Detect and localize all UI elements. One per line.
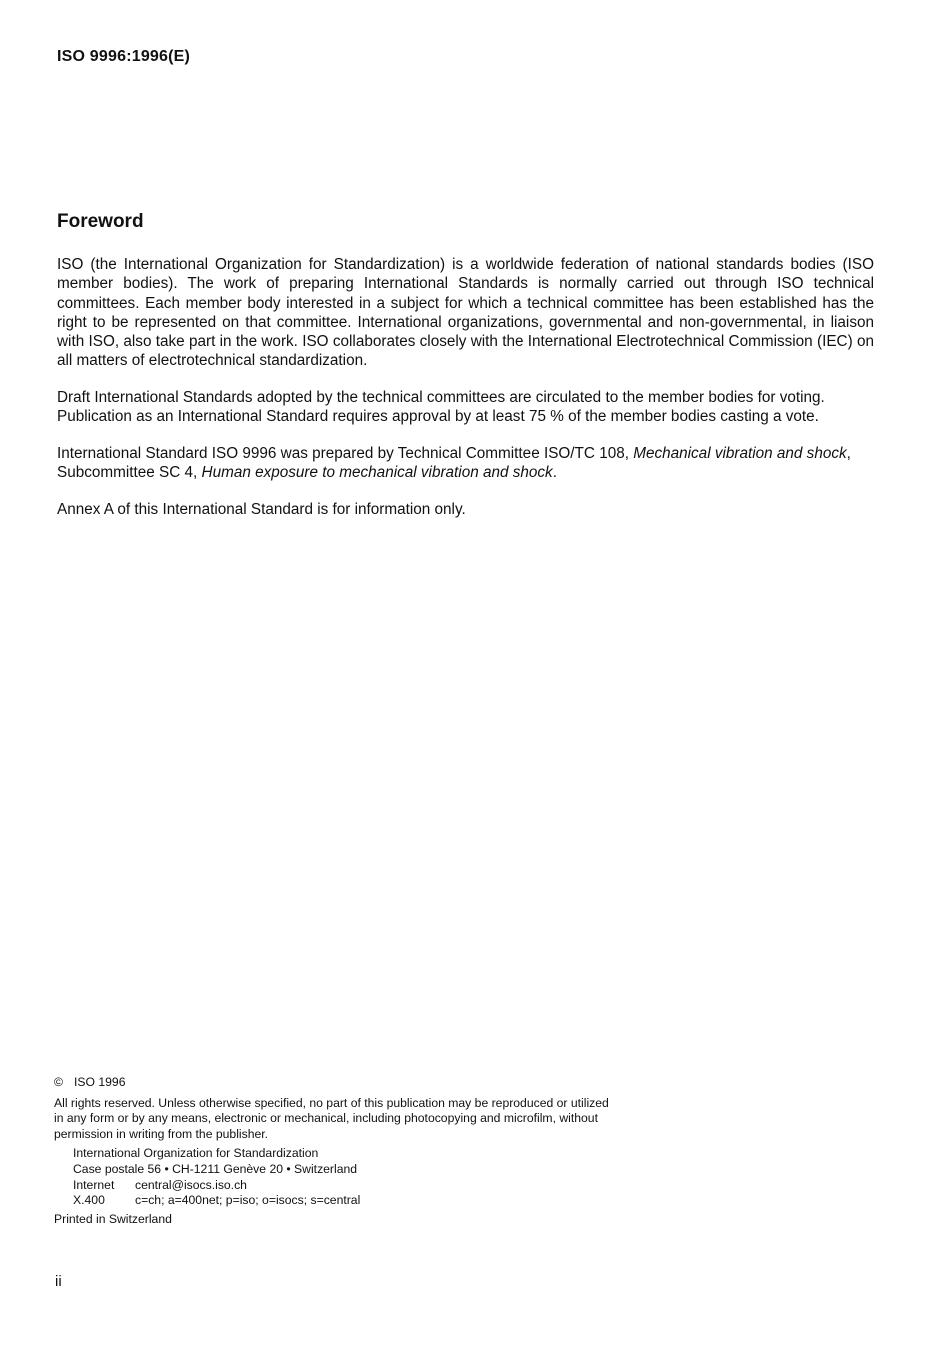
foreword-paragraph-4: Annex A of this International Standard is for information only. <box>57 501 466 518</box>
paragraph-text: . <box>552 464 557 482</box>
foreword-paragraph-1: ISO (the International Organization for Standardization) is a worldwide federation of national standards bodies (ISO member bodies). The work of preparing International Standards is normally carried out through ISO technical committees. Each member body interested in a subject for which a technical committee has been established has the right to be represented on that committee. International organizations, governmental and non-governmental, in liaison with ISO, also take part in the work. ISO collaborates closely with the International Electrotechnical Commission (IEC) on all matters of electrotechnical standardization. <box>57 256 874 370</box>
internet-label: Internet <box>73 1177 115 1192</box>
rights-statement: All rights reserved. Unless otherwise specified, no part of this publication may be reproduced or utilized in any form or by any means, electronic or mechanical, including photocopying and microfilm, without permission in writing from the publisher. <box>54 1095 609 1141</box>
publisher-address <box>54 1146 614 1208</box>
postal-address: Case postale 56 • CH-1211 Genève 20 • Switzerland <box>73 1161 358 1176</box>
paragraph-text: International Standard ISO 9996 was prepared by Technical Committee ISO/TC 108, <box>57 445 634 462</box>
page-number: ii <box>55 1273 62 1290</box>
committee-title: Mechanical vibration and shock <box>633 445 847 462</box>
internet-value: central@isocs.iso.ch <box>135 1177 247 1192</box>
foreword-paragraph-3 <box>57 444 874 483</box>
paragraph-text: , Subcommittee SC 4, <box>57 445 851 482</box>
foreword-paragraph-2: Draft International Standards adopted by the technical committees are circulated to the member bodies for voting. Publication as an International Standard requires approval by at least 75 % of the member bodies casting a vote. <box>57 389 825 426</box>
copyright-notice <box>54 1075 614 1227</box>
x400-contact <box>73 1193 614 1209</box>
section-title: Foreword <box>57 211 144 232</box>
subcommittee-title: Human exposure to mechanical vibration and shock <box>201 464 553 482</box>
internet-contact <box>73 1178 614 1194</box>
copyright-line <box>54 1075 614 1091</box>
document-identifier: ISO 9996:1996(E) <box>57 48 191 65</box>
x400-value: c=ch; a=400net; p=iso; o=isocs; s=central <box>135 1193 361 1208</box>
org-name: International Organization for Standardization <box>73 1146 319 1161</box>
printed-location: Printed in Switzerland <box>54 1211 172 1226</box>
copyright-icon: © <box>54 1075 63 1089</box>
copyright-year: ISO 1996 <box>74 1075 126 1089</box>
x400-label: X.400 <box>73 1193 105 1208</box>
